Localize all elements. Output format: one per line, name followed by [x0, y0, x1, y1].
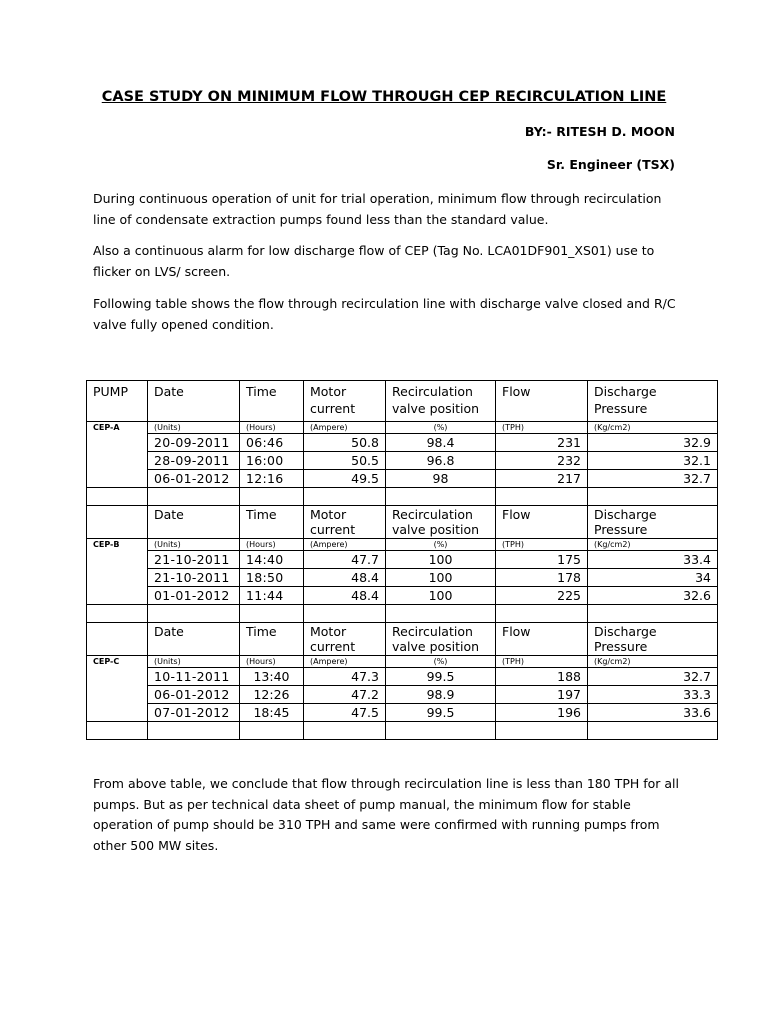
blank-cell — [304, 605, 386, 623]
blank-cell — [588, 605, 718, 623]
cell-flow: 231 — [496, 434, 588, 452]
cell-time: 13:40 — [240, 668, 304, 686]
cell-motor-current: 48.4 — [304, 569, 386, 587]
blank-cell — [87, 605, 148, 623]
cell-date: 01-01-2012 — [148, 587, 240, 605]
cell-motor-current: 48.4 — [304, 587, 386, 605]
cell-valve-position: 100 — [386, 569, 496, 587]
cell-date: 21-10-2011 — [148, 569, 240, 587]
table-header-row — [87, 381, 718, 422]
table-row — [87, 704, 718, 722]
header-discharge: Discharge Pressure — [588, 381, 718, 422]
table-units-row — [87, 656, 718, 668]
cell-motor-current: 47.5 — [304, 704, 386, 722]
cell-discharge-pressure: 33.3 — [588, 686, 718, 704]
table-row — [87, 668, 718, 686]
header-date: Date — [148, 623, 240, 656]
cell-motor-current: 47.7 — [304, 551, 386, 569]
paragraph-table-intro: Following table shows the flow through recirculation line with discharge valve closed and R/C valve fully opened condition. — [93, 296, 676, 332]
cell-time: 18:50 — [240, 569, 304, 587]
unit-date: (Units) — [148, 422, 240, 434]
cell-flow: 225 — [496, 587, 588, 605]
table-blank-row — [87, 488, 718, 506]
unit-discharge: (Kg/cm2) — [588, 656, 718, 668]
header-flow: Flow — [496, 506, 588, 539]
cell-valve-position: 98.9 — [386, 686, 496, 704]
header-motor-current: Motor current — [304, 623, 386, 656]
cell-date: 20-09-2011 — [148, 434, 240, 452]
unit-date: (Units) — [148, 656, 240, 668]
blank-cell — [386, 722, 496, 740]
cell-discharge-pressure: 32.7 — [588, 470, 718, 488]
cell-time: 18:45 — [240, 704, 304, 722]
blank-cell — [148, 488, 240, 506]
blank-cell — [588, 488, 718, 506]
blank-cell — [304, 488, 386, 506]
paragraph-conclusion: From above table, we conclude that flow through recirculation line is less than 180 TPH for all pumps. But as per technical data sheet of pump manual, the minimum flow for stable operation of pump should be 310 TPH and same were confirmed with running pumps from other 500 MW sites. — [93, 776, 679, 853]
table-units-row — [87, 539, 718, 551]
cell-flow: 178 — [496, 569, 588, 587]
unit-rc-valve: (%) — [386, 422, 496, 434]
blank-cell — [240, 605, 304, 623]
header-motor-current: Motor current — [304, 381, 386, 422]
blank-cell — [588, 722, 718, 740]
header-time: Time — [240, 506, 304, 539]
pump-label: CEP-A — [87, 422, 148, 488]
cell-motor-current: 50.5 — [304, 452, 386, 470]
blank-cell — [496, 722, 588, 740]
cell-motor-current: 50.8 — [304, 434, 386, 452]
cell-motor-current: 49.5 — [304, 470, 386, 488]
table-units-row — [87, 422, 718, 434]
header-motor-current: Motor current — [304, 506, 386, 539]
cell-flow: 217 — [496, 470, 588, 488]
unit-time: (Hours) — [240, 656, 304, 668]
cell-time: 16:00 — [240, 452, 304, 470]
cell-discharge-pressure: 34 — [588, 569, 718, 587]
blank-cell — [148, 722, 240, 740]
table-row — [87, 686, 718, 704]
cell-discharge-pressure: 33.6 — [588, 704, 718, 722]
blank-cell — [240, 722, 304, 740]
unit-motor-current: (Ampere) — [304, 656, 386, 668]
flow-table — [86, 380, 718, 740]
paragraph-alarm: Also a continuous alarm for low discharge flow of CEP (Tag No. LCA01DF901_XS01) use to flicker on LVS/ screen. — [93, 243, 655, 279]
unit-date: (Units) — [148, 539, 240, 551]
cell-flow: 196 — [496, 704, 588, 722]
cell-motor-current: 47.3 — [304, 668, 386, 686]
table-row — [87, 587, 718, 605]
cell-flow: 175 — [496, 551, 588, 569]
blank-cell — [240, 488, 304, 506]
cell-valve-position: 98.4 — [386, 434, 496, 452]
cell-discharge-pressure: 32.6 — [588, 587, 718, 605]
cell-discharge-pressure: 33.4 — [588, 551, 718, 569]
cell-flow: 197 — [496, 686, 588, 704]
pump-label: CEP-C — [87, 656, 148, 722]
cell-time: 14:40 — [240, 551, 304, 569]
cell-time: 06:46 — [240, 434, 304, 452]
table-blank-row — [87, 605, 718, 623]
header-discharge: Discharge Pressure — [588, 623, 718, 656]
unit-flow: (TPH) — [496, 539, 588, 551]
blank-cell — [386, 488, 496, 506]
table-row — [87, 569, 718, 587]
cell-flow: 232 — [496, 452, 588, 470]
document-title: CASE STUDY ON MINIMUM FLOW THROUGH CEP RECIRCULATION LINE — [101, 89, 667, 105]
unit-motor-current: (Ampere) — [304, 422, 386, 434]
cell-date: 10-11-2011 — [148, 668, 240, 686]
cell-date: 06-01-2012 — [148, 470, 240, 488]
blank-cell — [304, 722, 386, 740]
header-date: Date — [148, 506, 240, 539]
cell-valve-position: 99.5 — [386, 704, 496, 722]
table-row — [87, 551, 718, 569]
header-empty — [87, 506, 148, 539]
table-row — [87, 452, 718, 470]
pump-label: CEP-B — [87, 539, 148, 605]
unit-flow: (TPH) — [496, 656, 588, 668]
cell-discharge-pressure: 32.1 — [588, 452, 718, 470]
cell-motor-current: 47.2 — [304, 686, 386, 704]
unit-rc-valve: (%) — [386, 539, 496, 551]
table-blank-row — [87, 722, 718, 740]
cell-date: 21-10-2011 — [148, 551, 240, 569]
paragraph-intro: During continuous operation of unit for trial operation, minimum flow through recirculation line of condensate extraction pumps found less than the standard value. — [93, 191, 662, 227]
unit-time: (Hours) — [240, 422, 304, 434]
cell-date: 07-01-2012 — [148, 704, 240, 722]
cell-discharge-pressure: 32.9 — [588, 434, 718, 452]
unit-discharge: (Kg/cm2) — [588, 422, 718, 434]
cell-valve-position: 98 — [386, 470, 496, 488]
header-rc-valve: Recirculation valve position — [386, 623, 496, 656]
blank-cell — [87, 488, 148, 506]
unit-motor-current: (Ampere) — [304, 539, 386, 551]
blank-cell — [386, 605, 496, 623]
cell-time: 12:16 — [240, 470, 304, 488]
blank-cell — [496, 605, 588, 623]
cell-valve-position: 96.8 — [386, 452, 496, 470]
cell-time: 11:44 — [240, 587, 304, 605]
blank-cell — [87, 722, 148, 740]
cell-valve-position: 100 — [386, 587, 496, 605]
blank-cell — [496, 488, 588, 506]
author-role: Sr. Engineer (TSX) — [546, 157, 675, 172]
cell-valve-position: 99.5 — [386, 668, 496, 686]
author-byline: BY:- RITESH D. MOON — [524, 124, 675, 139]
unit-time: (Hours) — [240, 539, 304, 551]
header-discharge: Discharge Pressure — [588, 506, 718, 539]
header-pump: PUMP — [87, 381, 148, 422]
cell-date: 06-01-2012 — [148, 686, 240, 704]
blank-cell — [148, 605, 240, 623]
header-flow: Flow — [496, 623, 588, 656]
cell-time: 12:26 — [240, 686, 304, 704]
table-header-row — [87, 623, 718, 656]
header-flow: Flow — [496, 381, 588, 422]
table-row — [87, 434, 718, 452]
cell-discharge-pressure: 32.7 — [588, 668, 718, 686]
header-time: Time — [240, 381, 304, 422]
unit-flow: (TPH) — [496, 422, 588, 434]
header-time: Time — [240, 623, 304, 656]
header-empty — [87, 623, 148, 656]
table-row — [87, 470, 718, 488]
table-header-row — [87, 506, 718, 539]
cell-flow: 188 — [496, 668, 588, 686]
cell-valve-position: 100 — [386, 551, 496, 569]
header-rc-valve: Recirculation valve position — [386, 506, 496, 539]
unit-rc-valve: (%) — [386, 656, 496, 668]
unit-discharge: (Kg/cm2) — [588, 539, 718, 551]
cell-date: 28-09-2011 — [148, 452, 240, 470]
header-rc-valve: Recirculation valve position — [386, 381, 496, 422]
header-date: Date — [148, 381, 240, 422]
